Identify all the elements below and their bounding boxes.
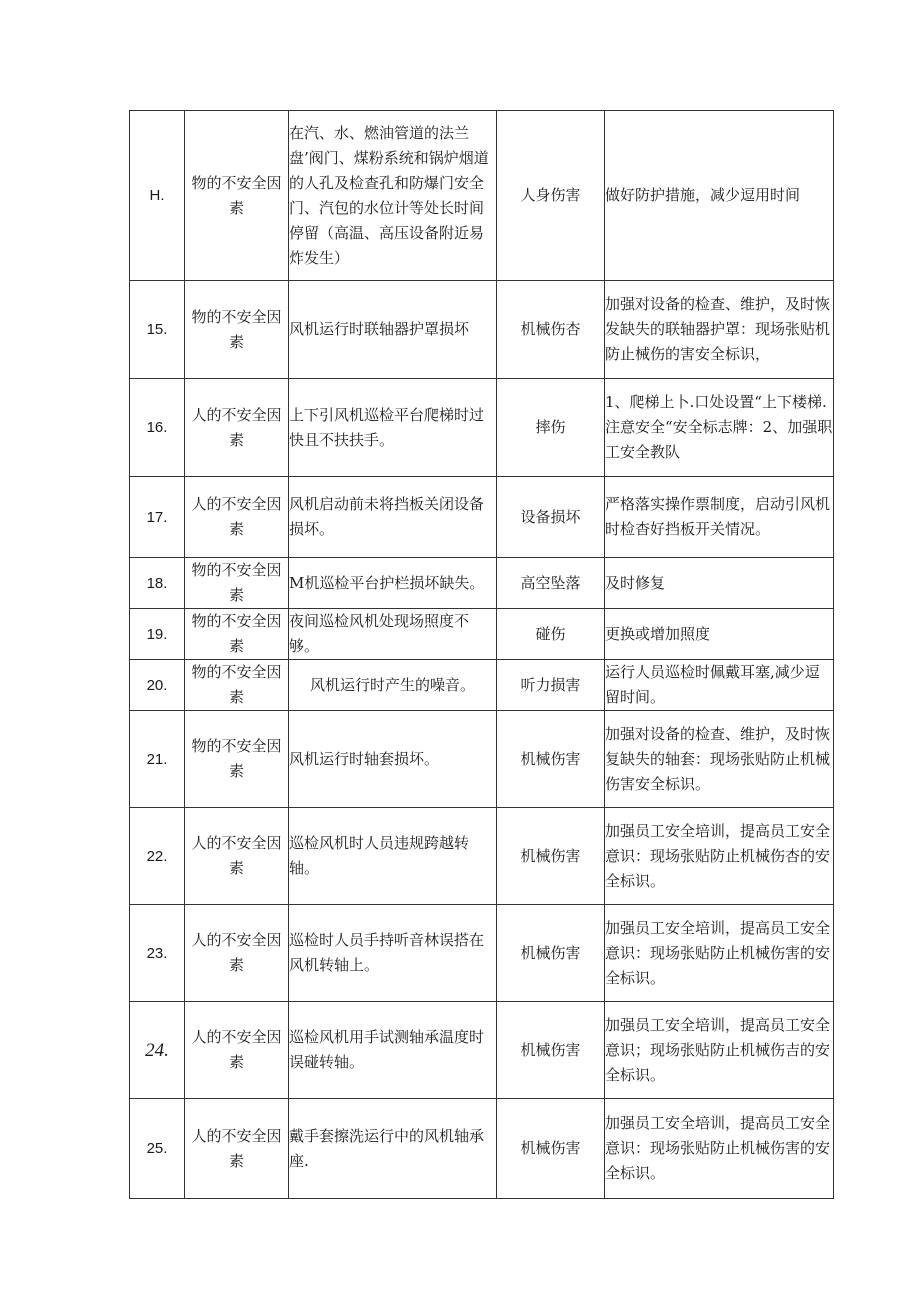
hazard-category: 物的不安全因素 [185, 660, 289, 711]
control-measure: 加强员工安全培训，提高员工安全意识：现场张贴防止机械伤害的安全标识。 [605, 1099, 834, 1199]
control-measure: 做好防护措施，减少逗用时间 [605, 111, 834, 281]
table-row [130, 111, 834, 281]
harm-type: 听力损害 [497, 660, 605, 711]
table-row [130, 281, 834, 379]
row-number: 18. [130, 558, 185, 609]
hazard-category: 物的不安全因素 [185, 609, 289, 660]
row-number: 20. [130, 660, 185, 711]
control-measure: 运行人员巡检时佩戴耳塞,减少逗留时间。 [605, 660, 834, 711]
hazard-description: 风机启动前未将挡板关闭设备损坏。 [289, 477, 497, 558]
hazard-description: M机巡检平台护栏损坏缺失。 [289, 558, 497, 609]
row-number: 23. [130, 905, 185, 1002]
control-measure: 加强员工安全培训，提高员工安全意识：现场张贴防止机械伤杏的安全标识。 [605, 808, 834, 905]
control-measure: 1、爬梯上卜.口处设置“上下楼梯.注意安全“安全标志牌：2、加强职工安全教队 [605, 379, 834, 477]
row-number: 24. [130, 1002, 185, 1099]
hazard-description: 巡检风机用手试测轴承温度时误碰转轴。 [289, 1002, 497, 1099]
row-number: 15. [130, 281, 185, 379]
table-row [130, 905, 834, 1002]
table-row [130, 609, 834, 660]
table-row [130, 477, 834, 558]
hazard-description: 戴手套擦洗运行中的风机轴承座. [289, 1099, 497, 1199]
harm-type: 摔伤 [497, 379, 605, 477]
harm-type: 设备损坏 [497, 477, 605, 558]
row-number: 25. [130, 1099, 185, 1199]
hazard-description: 巡检时人员手持听音林误搭在风机转轴上。 [289, 905, 497, 1002]
hazard-category: 人的不安全因素 [185, 1099, 289, 1199]
hazard-description: 上下引风机巡检平台爬梯时过快且不扶扶手。 [289, 379, 497, 477]
harm-type: 机械伤害 [497, 1099, 605, 1199]
row-number: 22. [130, 808, 185, 905]
hazard-description: 风机运行时联轴器护罩损坏 [289, 281, 497, 379]
table-row [130, 1002, 834, 1099]
hazard-category: 物的不安全因素 [185, 711, 289, 808]
hazard-category: 人的不安全因素 [185, 1002, 289, 1099]
control-measure: 加强对设备的检查、维护，及时恢复缺失的轴套：现场张贴防止机械伤害安全标识。 [605, 711, 834, 808]
row-number: 21. [130, 711, 185, 808]
hazard-description: 在汽、水、燃油管道的法兰盘’阀门、煤粉系统和锅炉烟道的人孔及检查孔和防爆门安全门、汽包的水位计等处长时间停留（高温、高压设备附近易炸发生） [289, 111, 497, 281]
table-row [130, 1099, 834, 1199]
hazard-category: 物的不安全因素 [185, 111, 289, 281]
hazard-category: 人的不安全因素 [185, 808, 289, 905]
row-number: 16. [130, 379, 185, 477]
hazard-category: 人的不安全因素 [185, 905, 289, 1002]
hazard-category: 人的不安全因素 [185, 379, 289, 477]
table-row [130, 660, 834, 711]
row-number: 17. [130, 477, 185, 558]
harm-type: 机械伤害 [497, 711, 605, 808]
control-measure: 加强员工安全培训，提高员工安全意识：现场张贴防止机械伤害的安全标识。 [605, 905, 834, 1002]
harm-type: 碰伤 [497, 609, 605, 660]
hazard-category: 人的不安全因素 [185, 477, 289, 558]
hazard-description: 夜间巡检风机处现场照度不够。 [289, 609, 497, 660]
hazard-category: 物的不安全因素 [185, 558, 289, 609]
control-measure: 更换或增加照度 [605, 609, 834, 660]
harm-type: 机械伤杏 [497, 281, 605, 379]
control-measure: 加强对设备的检查、维护，及时恢发缺失的联轴器护罩：现场张贴机防止械伤的害安全标识， [605, 281, 834, 379]
harm-type: 机械伤害 [497, 905, 605, 1002]
row-number: H. [130, 111, 185, 281]
harm-type: 人身伤害 [497, 111, 605, 281]
control-measure: 及时修复 [605, 558, 834, 609]
control-measure: 严格落实操作票制度，启动引风机时检杳好挡板开关情况。 [605, 477, 834, 558]
row-number: 19. [130, 609, 185, 660]
control-measure: 加强员工安全培训，提高员工安全意识；现场张贴防止机械伤吉的安全标识。 [605, 1002, 834, 1099]
harm-type: 机械伤害 [497, 808, 605, 905]
hazard-category: 物的不安全因素 [185, 281, 289, 379]
hazard-table [129, 110, 834, 1199]
harm-type: 机械伤害 [497, 1002, 605, 1099]
table-row [130, 711, 834, 808]
table-row [130, 379, 834, 477]
hazard-description: 风机运行时轴套损坏。 [289, 711, 497, 808]
harm-type: 高空坠落 [497, 558, 605, 609]
hazard-description: 风机运行时产生的噪音。 [289, 660, 497, 711]
table-row [130, 558, 834, 609]
table-row [130, 808, 834, 905]
hazard-description: 巡检风机时人员违规跨越转轴。 [289, 808, 497, 905]
